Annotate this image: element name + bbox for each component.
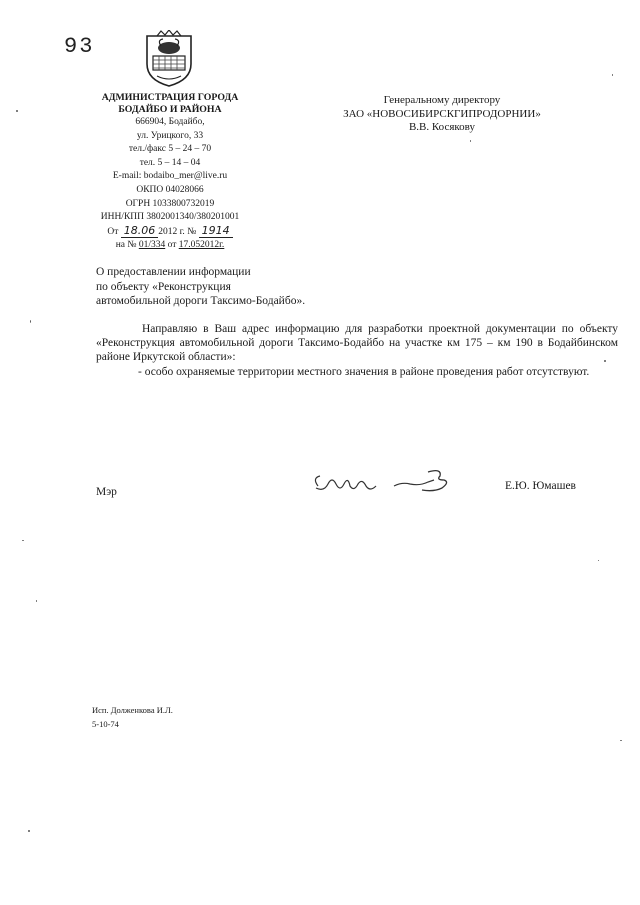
body-paragraph-1: Направляю в Ваш адрес информацию для разработки проектной документации по объекту «Реконструкция автомобильной дороги Таксимо-Бодайбо на участке км 175 – км 190 в Бодайбинском районе Иркутской области»:	[96, 323, 618, 364]
postal-address: 666904, Бодайбо,	[135, 117, 205, 127]
recipient-block	[330, 94, 554, 135]
ref-number: 01/334	[138, 240, 166, 251]
number-prefix: №	[187, 226, 197, 237]
subject-line2: по объекту «Реконструкция	[96, 280, 231, 293]
okpo: ОКПО 04028066	[136, 184, 204, 195]
letter-body	[96, 322, 618, 379]
handwritten-signature	[310, 464, 460, 498]
signer-position: Мэр	[96, 486, 117, 498]
reference-line	[72, 239, 268, 253]
body-paragraph-2: - особо охраняемые территории местного значения в районе проведения работ отсутствуют.	[138, 365, 590, 378]
date-year: 2012 г.	[158, 226, 185, 237]
executor-name: Исп. Долженкова И.Л.	[92, 705, 173, 715]
recipient-name: В.В. Косякову	[408, 121, 476, 133]
ref-date-prefix: от	[167, 240, 177, 251]
org-name-line2: БОДАЙБО И РАЙОНА	[118, 104, 222, 115]
page-number: 93	[64, 34, 95, 59]
street-address: ул. Урицкого, 33	[136, 130, 204, 141]
coat-of-arms-icon	[143, 30, 195, 88]
recipient-title: Генеральному директору	[383, 94, 501, 106]
org-name-line1: АДМИНИСТРАЦИЯ ГОРОДА	[101, 92, 239, 103]
email: E-mail: bodaibo_mer@live.ru	[112, 171, 228, 182]
ref-date: 17.052012г.	[178, 240, 225, 251]
subject-block	[96, 265, 396, 309]
signer-name: Е.Ю. Юмашев	[505, 480, 576, 492]
ogrn: ОГРН 1033800732019	[125, 198, 215, 209]
recipient-company: ЗАО «НОВОСИБИРСКГИПРОДОРНИИ»	[343, 107, 541, 120]
number-handwritten: 1914	[199, 225, 233, 238]
date-handwritten: 18.06	[121, 225, 159, 238]
executor-phone: 5-10-74	[92, 719, 119, 729]
subject-line1: О предоставлении информации	[96, 266, 251, 278]
ref-prefix: на №	[115, 240, 137, 251]
inn-kpp: ИНН/КПП 3802001340/380201001	[100, 212, 240, 223]
tel: тел. 5 – 14 – 04	[139, 157, 201, 168]
outgoing-date-number	[72, 225, 268, 240]
subject-line3: автомобильной дороги Таксимо-Бодайбо».	[96, 295, 306, 308]
executor-block	[92, 703, 173, 731]
date-prefix: От	[107, 226, 119, 237]
tel-fax: тел./факс 5 – 24 – 70	[128, 144, 212, 155]
letterhead	[72, 92, 268, 253]
